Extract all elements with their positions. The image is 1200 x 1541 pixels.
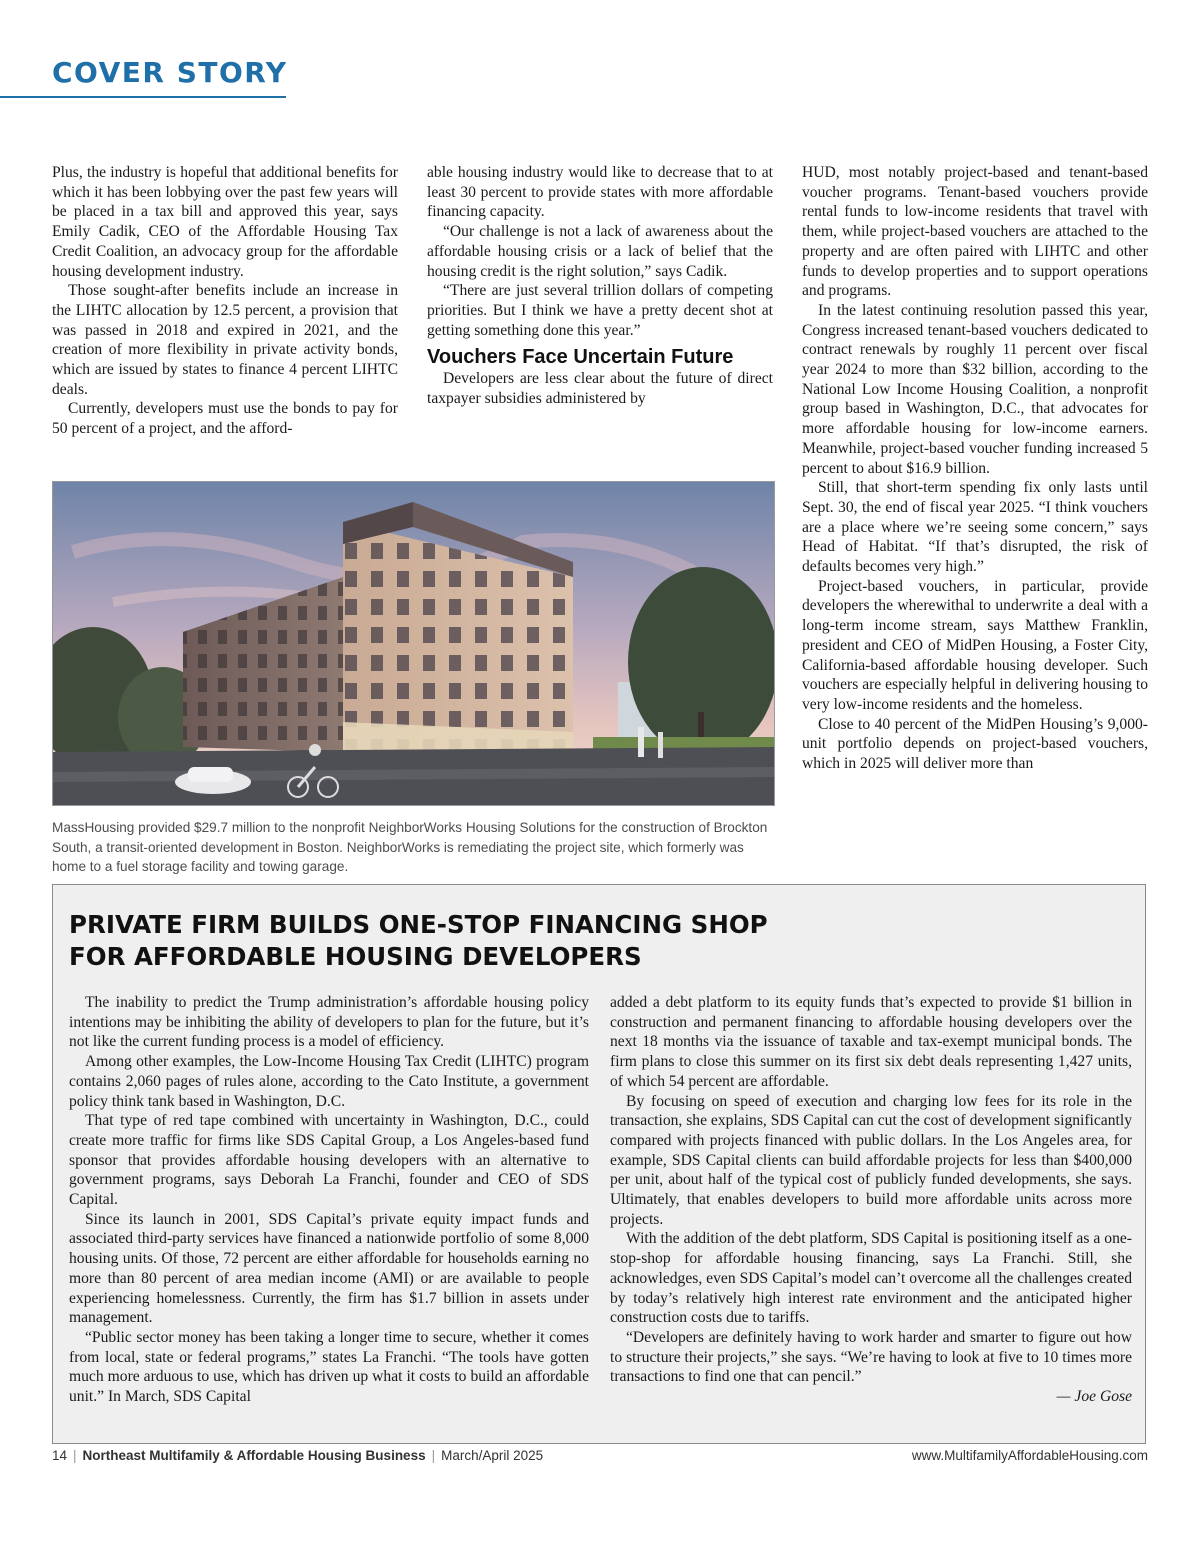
sidebar-column-1 [69, 993, 589, 1407]
sidebar-column-2 [610, 993, 1132, 1407]
website-link[interactable]: www.MultifamilyAffordableHousing.com [911, 1448, 1148, 1463]
paragraph: Those sought-after benefits include an increase in the LIHTC allocation by 12.5 percent, a provision that was passed in 2018 and expired in 2021, and the creation of more flexibility in private activity bonds, which are issued by states to finance 4 percent LIHTC deals. [52, 282, 398, 398]
byline: — Joe Gose [1056, 1388, 1132, 1406]
paragraph: “Developers are definitely having to work harder and smarter to figure out how to structure their projects,” she says. “We’re having to look at five to 10 times more transactions to find one that can pencil.” [610, 1328, 1132, 1386]
article-column-2 [427, 163, 773, 409]
sidebar-box [52, 884, 1146, 1444]
paragraph: Developers are less clear about the future of direct taxpayer subsidies administered by [427, 370, 773, 408]
article-column-1 [52, 163, 398, 439]
paragraph: “Public sector money has been taking a longer time to secure, whether it comes from local, state or federal programs,” states La Franchi. “The tools have gotten much more arduous to use, which has driven up what it costs to build an affordable unit.” In March, SDS Capital [69, 1328, 589, 1406]
paragraph: By focusing on speed of execution and charging low fees for its role in the transaction, she explains, SDS Capital can cut the cost of development significantly compared with projects financed with public dollars. In the Los Angeles area, for example, SDS Capital clients can build affordable projects for less than $400,000 per unit, about half of the typical cost of publicly funded developments, she says. Ultimately, that enables developers to build more affordable units across more projects. [610, 1092, 1132, 1228]
article-column-3 [802, 163, 1148, 774]
paragraph: “Our challenge is not a lack of awareness about the affordable housing crisis or a lack of belief that the housing credit is the right solution,” says Cadik. [427, 223, 773, 280]
sidebar-title-line-2: FOR AFFORDABLE HOUSING DEVELOPERS [69, 942, 642, 971]
building-photo [52, 481, 775, 806]
section-subhead: Vouchers Face Uncertain Future [427, 346, 734, 369]
paragraph: Since its launch in 2001, SDS Capital’s private equity impact funds and associated third-party services have financed a nationwide portfolio of some 8,000 housing units. Of those, 72 percent are either affordable for households earning no more than 80 percent of area median income (AMI) or are available to people experiencing homelessness. Currently, the firm has $1.7 billion in assets under management. [69, 1210, 589, 1327]
paragraph: HUD, most notably project-based and tenant-based voucher programs. Tenant-based vouchers provide rental funds to low-income residents that travel with them, while project-based vouchers are attached to the property and are often paired with LIHTC and other funds to develop properties and to support operations and programs. [802, 164, 1148, 300]
paragraph: The inability to predict the Trump administration’s affordable housing policy intentions may be inhibiting the ability of developers to plan for the future, but it’s not like the current funding process is a model of efficiency. [69, 994, 589, 1051]
page-number: 14 [52, 1448, 68, 1463]
issue-date: March/April 2025 [441, 1448, 544, 1463]
sidebar-title [69, 909, 969, 973]
paragraph: “There are just several trillion dollars of competing priorities. But I think we have a pretty decent shot at getting something done this year.” [427, 282, 773, 339]
paragraph: added a debt platform to its equity funds that’s expected to provide $1 billion in construction and permanent financing to affordable housing developers over the next 18 months via the issuance of taxable and tax-exempt municipal bonds. The firm plans to close this summer on its first six debt deals representing 1,427 units, of which 54 percent are affordable. [610, 994, 1132, 1090]
paragraph: That type of red tape combined with uncertainty in Washington, D.C., could create more traffic for firms like SDS Capital Group, a Los Angeles-based fund sponsor that provides affordable housing developers with an alternative to government programs, says Deborah La Franchi, founder and CEO of SDS Capital. [69, 1112, 589, 1209]
paragraph: In the latest continuing resolution passed this year, Congress increased tenant-based vouchers dedicated to contract renewals by roughly 11 percent over fiscal year 2024 to more than $32 billion, according to the National Low Income Housing Coalition, a nonprofit group based in Washington, D.C., that advocates for more affordable housing for low-income earners. Meanwhile, project-based voucher funding increased 5 percent to about $16.9 billion. [802, 301, 1148, 477]
paragraph: Currently, developers must use the bonds to pay for 50 percent of a project, and the afford- [52, 400, 398, 438]
paragraph: Project-based vouchers, in particular, provide developers the wherewithal to underwrite a deal with a long-term income stream, says Matthew Franklin, president and CEO of MidPen Housing, a Foster City, California-based affordable housing developer. Such vouchers are especially helpful in delivering housing to very low-income residents and the homeless. [802, 577, 1148, 713]
photo-caption: MassHousing provided $29.7 million to the nonprofit NeighborWorks Housing Solutions for the construction of Brockton South, a transit-oriented development in Boston. NeighborWorks is remediating the project site, which formerly was home to a fuel storage facility and towing garage. [52, 820, 768, 874]
publication-name: Northeast Multifamily & Affordable Housing Business [82, 1448, 426, 1463]
sidebar-title-line-1: PRIVATE FIRM BUILDS ONE-STOP FINANCING SHOP [69, 910, 768, 939]
paragraph: Still, that short-term spending fix only lasts until Sept. 30, the end of fiscal year 2025. “I think vouchers are a place where we’re seeing some concern,” says Head of Habitat. “If that’s disrupted, the risk of defaults becomes very high.” [802, 479, 1148, 576]
paragraph: With the addition of the debt platform, SDS Capital is positioning itself as a one-stop-shop for affordable housing financing, says La Franchi. Still, she acknowledges, even SDS Capital’s model can’t overcome all the challenges created by today’s relatively high interest rate environment and the anticipated higher construction costs due to tariffs. [610, 1230, 1132, 1327]
paragraph: Plus, the industry is hopeful that additional benefits for which it has been lobbying over the past few years will be placed in a tax bill and approved this year, says Emily Cadik, CEO of the Affordable Housing Tax Credit Coalition, an advocacy group for the affordable housing development industry. [52, 164, 398, 280]
paragraph: Close to 40 percent of the MidPen Housing’s 9,000-unit portfolio depends on project-based vouchers, which in 2025 will deliver more than [802, 715, 1148, 773]
paragraph: able housing industry would like to decrease that to at least 30 percent to provide states with more affordable financing capacity. [427, 164, 773, 221]
footer-left: 14 | Northeast Multifamily & Affordable Housing Business | March/April 2025 [52, 1448, 544, 1463]
section-rule [0, 96, 286, 98]
paragraph: Among other examples, the Low-Income Housing Tax Credit (LIHTC) program contains 2,060 pages of rules alone, according to the Cato Institute, a government policy think tank based in Washington, D.C. [69, 1053, 589, 1110]
section-label: COVER STORY [52, 56, 288, 89]
